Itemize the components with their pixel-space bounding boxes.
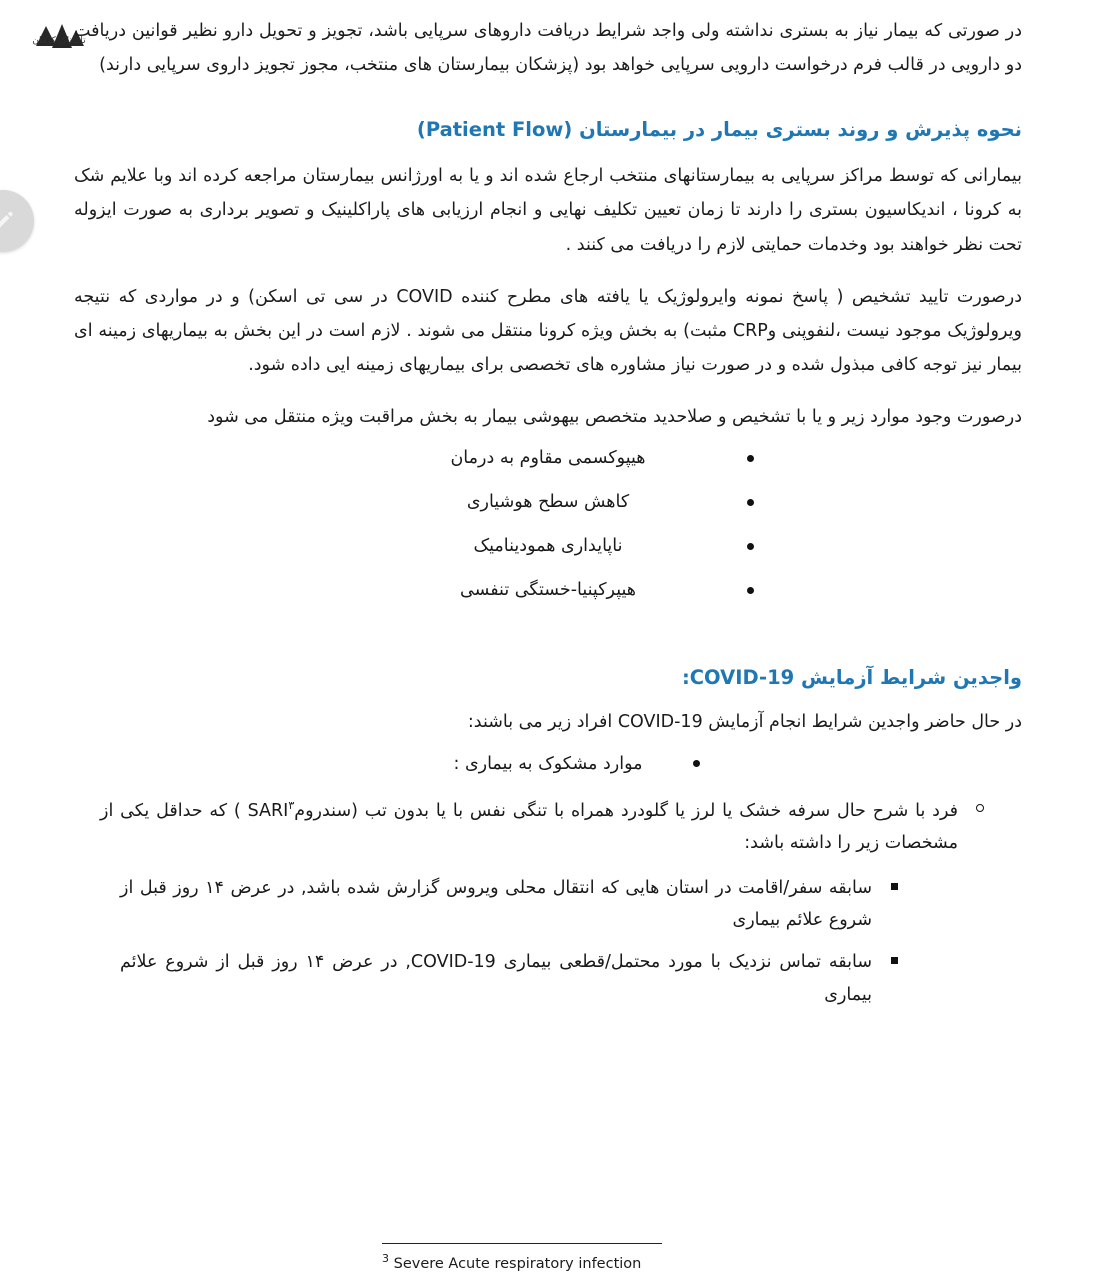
list-item: ناپایداری همودینامیک <box>74 532 1022 560</box>
bullet-dot-icon <box>747 587 754 594</box>
icu-criteria-list <box>74 444 1022 604</box>
paragraph-2: درصورت تایید تشخیص ( پاسخ نمونه وایرولوژیک یا یافته های مطرح کننده COVID در سی تی اسکن) و در مواردی که نتیجه ویرولوژیک موجود نیست ،لنفوپنی وCRP مثبت) به بخش ویژه کرونا منتقل می شوند . لازم است در این بخش به بیماریهای زمینه ای بیمار نیز توجه کافی مبذول شده و در صورت نیاز مشاوره های تخصصی برای بیماریهای زمینه ایی داده شود. <box>74 286 1022 375</box>
list-item: هیپرکپنیا-خستگی تنفسی <box>74 576 1022 604</box>
bullet-square-icon <box>891 883 898 890</box>
bullet-dot-icon <box>747 543 754 550</box>
bullet-dot-icon <box>747 499 754 506</box>
watermark-label: تاپ‌ناک کرمان <box>32 36 86 46</box>
footnote <box>382 1243 1022 1274</box>
paragraph-1: بیمارانی که توسط مراکز سرپایی به بیمارستانهای منتخب ارجاع شده اند و یا به اورژانس بیمارستان مراجعه کرده اند وبا علایم شک به کرونا ، اندیکاسیون بستری را دارند تا زمان تعیین تکلیف نهایی و انجام ارزیابی های پاراکلینیک و تصویر برداری به صورت ایزوله تحت نظر خواهند بود وخدمات حمایتی لازم را دریافت می کنند . <box>74 166 1022 255</box>
testing-criteria-list <box>74 749 1022 1011</box>
footnote-number: 3 <box>382 1251 389 1265</box>
footnote-marker: ۳ <box>288 799 295 813</box>
paragraph-3: درصورت وجود موارد زیر و یا با تشخیص و صلاحدید متخصص بیهوشی بیمار به بخش مراقبت ویژه منتقل می شود <box>207 407 1022 428</box>
list-item-level3: سابقه سفر/اقامت در استان هایی که انتقال محلی ویروس گزارش شده باشد, در عرض ۱۴ روز قبل از شروع علائم بیماری <box>120 872 872 937</box>
list-item: هیپوکسمی مقاوم به درمان <box>74 444 1022 472</box>
paragraph-intro: در صورتی که بیمار نیاز به بستری نداشته ولی واجد شرایط دریافت داروهای سرپایی باشد، تجویز و تحویل دارو نظیر قوانین دریافت دو دارویی در قالب فرم درخواست دارویی سرپایی خواهد بود (پزشکان بیمارستان های منتخب، مجوز تجویز داروی سرپایی دارند) <box>74 21 1022 76</box>
section-heading-testing-criteria: واجدین شرایط آزمایش COVID-19: <box>681 666 1022 690</box>
list-item-level2: فرد با شرح حال سرفه خشک یا لرز یا گلودرد همراه با تنگی نفس با یا بدون تب (سندرومSARI$^۳$ ) که حداقل یکی از مشخصات زیر را داشته باشد: <box>100 795 958 860</box>
bullet-square-icon <box>891 957 898 964</box>
section-heading-patient-flow: نحوه پذیرش و روند بستری بیمار در بیمارستان (Patient Flow) <box>416 118 1022 142</box>
list-item-level3: سابقه تماس نزدیک با مورد محتمل/قطعی بیماری COVID-19, در عرض ۱۴ روز قبل از شروع علائم بیماری <box>120 946 872 1011</box>
bullet-circle-icon <box>976 804 984 812</box>
footnote-divider <box>382 1243 662 1244</box>
bullet-dot-icon <box>747 455 754 462</box>
paragraph-4: در حال حاضر واجدین شرایط انجام آزمایش COVID-19 افراد زیر می باشند: <box>467 712 1022 733</box>
list-item: کاهش سطح هوشیاری <box>74 488 1022 516</box>
bullet-dot-icon <box>693 760 700 767</box>
list-item-level1: موارد مشکوک به بیماری : <box>74 749 1022 781</box>
footnote-text: $^3$ Severe Acute respiratory infection <box>382 1251 642 1272</box>
